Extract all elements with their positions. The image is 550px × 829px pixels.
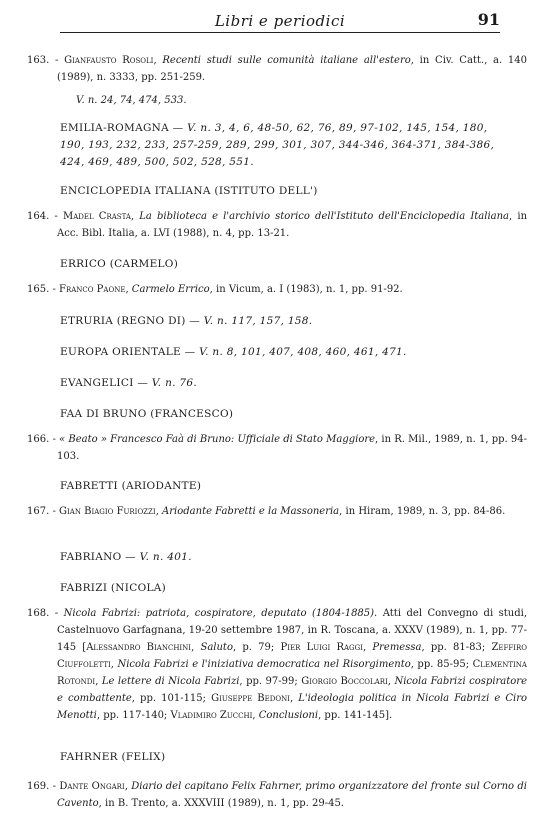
running-title: Libri e periodici	[214, 12, 346, 30]
entry-166: 166. - « Beato » Francesco Faà di Bruno: Ufficiale di Stato Maggiore, in R. Mil., 1989, n. 1, pp. 94-103.	[27, 434, 527, 462]
entry-author: Franco Paone	[59, 284, 126, 295]
subject-crossrefs: — V. n. 401.	[125, 551, 192, 563]
entry-author: Dante Ongari	[59, 781, 125, 792]
contribution-pages: , pp. 85-95;	[410, 659, 470, 670]
entry-author: Gian Biagio Furiozzi	[59, 506, 156, 517]
entry-title: « Beato » Francesco Faà di Bruno: Ufficiale di Stato Maggiore	[59, 434, 376, 445]
entry-number: 168. -	[27, 608, 59, 619]
contribution-pages: , pp. 101-115;	[131, 693, 207, 704]
subject-heading: EUROPA ORIENTALE	[60, 346, 182, 358]
entry-167: 167. - Gian Biagio Furiozzi, Ariodante Fabretti e la Massoneria, in Hiram, 1989, n. 3, pp. 84-86.	[27, 506, 506, 517]
contributor-author: Giorgio Boccolari	[301, 676, 388, 687]
entry-title: Recenti studi sulle comunità italiane all'estero	[162, 55, 411, 66]
entry-title: Carmelo Errico	[131, 284, 210, 295]
subject-fabretti: FABRETTI (ARIODANTE)	[60, 480, 202, 492]
entry-number: 169. -	[27, 781, 56, 792]
contributor-author: Clementina Rotondi	[57, 659, 527, 687]
subject-crossrefs: — V. n. 76.	[137, 377, 198, 389]
subject-fabriano	[60, 549, 500, 566]
subject-evangelici	[60, 375, 500, 392]
subject-errico: ERRICO (CARMELO)	[60, 258, 179, 270]
subject-europa-orientale	[60, 344, 500, 361]
contributor-author: Pier Luigi Raggi	[280, 642, 363, 653]
entry-title: Diario del capitano Felix Fahrner, primo organizzatore del fronte sul Corno di Cavento	[57, 781, 527, 809]
contributor-author: Giuseppe Bedoni	[211, 693, 290, 704]
contributor-author: Vladimiro Zucchi	[170, 710, 253, 721]
entry-169: 169. - Dante Ongari, Diario del capitano Felix Fahrner, primo organizzatore del fronte sul Corno di Cavento, in B. Trento, a. XXXVIII (1989), n. 1, pp. 29-45.	[27, 781, 527, 809]
entry-number: 164. -	[27, 211, 58, 222]
subject-heading: ETRURIA (REGNO DI)	[60, 315, 186, 327]
contribution-pages: , p. 79;	[232, 642, 275, 653]
subject-heading: EMILIA-ROMAGNA	[60, 122, 170, 134]
entry-164: 164. - Madel Crasta, La biblioteca e l'archivio storico dell'Istituto dell'Enciclopedia Italiana, in Acc. Bibl. Italia, a. LVI (1988), n. 4, pp. 13-21.	[27, 211, 528, 239]
page-header	[60, 10, 500, 32]
entry-author: Madel Crasta	[62, 211, 131, 222]
subject-enciclopedia: ENCICLOPEDIA ITALIANA (ISTITUTO DELL')	[60, 185, 318, 197]
header-rule	[60, 32, 500, 33]
contribution-pages: , pp. 97-99;	[239, 676, 298, 687]
contributor-author: Alessandro Bianchini	[86, 642, 192, 653]
subject-crossrefs: — V. n. 3, 4, 6, 48-50, 62, 76, 89, 97-102, 145, 154, 180, 190, 193, 232, 233, 257-259, 289, 299, 301, 307, 344-346, 364-371, 384-386, 424, 469, 489, 500, 502, 528, 551.	[60, 122, 495, 168]
entry-168: 168. - Nicola Fabrizi: patriota, cospiratore, deputato (1804-1885). Atti del Convegno di studi, Castelnuovo Garfagnana, 19-20 settembre 1987, in R. Toscana, a. XXXV (1989), n. 1, pp. 77-145 [Alessandro Bianchini, Saluto, p. 79; Pier Luigi Raggi, Premessa, pp. 81-83; Zeffiro Ciuffoletti, Nicola Fabrizi e l'iniziativa democratica nel Risorgimento, pp. 85-95; Clementina Rotondi, Le lettere di Nicola Fabrizi, pp. 97-99; Giorgio Boccolari, Nicola Fabrizi cospiratore e combattente, pp. 101-115; Giuseppe Bedoni, L'ideologia politica in Nicola Fabrizi e Ciro Menotti, pp. 117-140; Vladimiro Zucchi, Conclusioni, pp. 141-145].	[27, 608, 528, 721]
contribution-pages: , pp. 141-145].	[318, 710, 393, 721]
entry-number: 165. -	[27, 284, 56, 295]
entry-title: Ariodante Fabretti e la Massoneria	[162, 506, 340, 517]
subject-heading: FABRIANO	[60, 551, 122, 563]
entry-publication: in Civ. Catt., a. 140 (1989), n. 3333, pp. 251-259.	[57, 55, 528, 83]
contribution-title: Nicola Fabrizi e l'iniziativa democratica nel Risorgimento	[117, 659, 411, 670]
entry-163-crossref: V. n. 24, 74, 474, 533.	[76, 95, 187, 106]
contribution-title: Conclusioni	[258, 710, 319, 721]
entry-number: 166. -	[27, 434, 56, 445]
contribution-title: L'ideologia politica in Nicola Fabrizi e Ciro Menotti	[57, 693, 527, 721]
contribution-title: Saluto	[200, 642, 233, 653]
subject-crossrefs: — V. n. 117, 157, 158.	[189, 315, 313, 327]
contribution-pages: , pp. 117-140;	[96, 710, 168, 721]
entry-number: 163.	[27, 55, 50, 66]
entry-author: Gianfausto Rosoli	[64, 55, 154, 66]
subject-crossrefs: — V. n. 8, 101, 407, 408, 460, 461, 471.	[184, 346, 407, 358]
subject-heading: EVANGELICI	[60, 377, 134, 389]
contributor-author: Zeffiro Ciuffoletti	[57, 642, 528, 670]
contribution-title: Le lettere di Nicola Fabrizi	[101, 676, 240, 687]
entry-publication: in R. Mil., 1989, n. 1, pp. 94-103.	[57, 434, 527, 462]
contribution-title: Nicola Fabrizi cospiratore e combattente	[57, 676, 528, 704]
subject-faa-di-bruno: FAA DI BRUNO (FRANCESCO)	[60, 408, 234, 420]
subject-fahrner: FAHRNER (FELIX)	[60, 751, 166, 763]
entry-publication: in Vicum, a. I (1983), n. 1, pp. 91-92.	[216, 284, 403, 295]
entry-number: 167. -	[27, 506, 56, 517]
contribution-title: Premessa	[372, 642, 422, 653]
entry-163: 163. - Gianfausto Rosoli, Recenti studi sulle comunità italiane all'estero, in Civ. Catt., a. 140 (1989), n. 3333, pp. 251-259.	[27, 55, 528, 83]
entry-title: Nicola Fabrizi: patriota, cospiratore, deputato (1804-1885).	[63, 608, 378, 619]
contribution-pages: , pp. 81-83;	[421, 642, 486, 653]
entry-text: Atti del Convegno di studi, Castelnuovo Garfagnana, 19-20 settembre 1987, in R. Toscana, a. XXXV (1989), n. 1, pp. 77-145 [	[57, 608, 527, 653]
subject-fabrizi: FABRIZI (NICOLA)	[60, 582, 167, 594]
page-number: 91	[477, 10, 500, 29]
subject-emilia-romagna	[60, 120, 500, 171]
subject-etruria	[60, 313, 500, 330]
entry-165: 165. - Franco Paone, Carmelo Errico, in Vicum, a. I (1983), n. 1, pp. 91-92.	[27, 284, 403, 295]
entry-publication: in Acc. Bibl. Italia, a. LVI (1988), n. 4, pp. 13-21.	[57, 211, 528, 239]
entry-title: La biblioteca e l'archivio storico dell'Istituto dell'Enciclopedia Italiana	[139, 211, 510, 222]
entry-publication: in Hiram, 1989, n. 3, pp. 84-86.	[345, 506, 506, 517]
entry-publication: in B. Trento, a. XXXVIII (1989), n. 1, pp. 29-45.	[105, 798, 344, 809]
